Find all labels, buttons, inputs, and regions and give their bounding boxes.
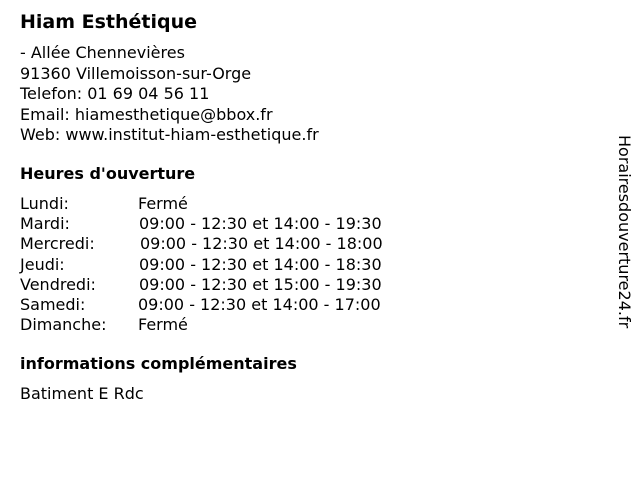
- day-hours: 09:00 - 12:30 et 14:00 - 18:00: [140, 234, 383, 254]
- phone-line: Telefon: 01 69 04 56 11: [20, 84, 210, 103]
- day-hours: 09:00 - 12:30 et 14:00 - 19:30: [139, 214, 382, 234]
- web-line: Web: www.institut-hiam-esthetique.fr: [20, 125, 319, 144]
- hours-heading: Heures d'ouverture: [20, 164, 196, 183]
- day-hours: Fermé: [138, 315, 188, 335]
- day-label: Lundi:: [20, 194, 69, 213]
- day-label: Vendredi:: [20, 274, 96, 294]
- email-line: Email: hiamesthetique@bbox.fr: [20, 104, 273, 124]
- info-heading: informations complémentaires: [20, 354, 297, 373]
- day-hours: Fermé: [138, 194, 188, 213]
- address-city: 91360 Villemoisson-sur-Orge: [20, 63, 252, 83]
- contact-block: [20, 43, 319, 146]
- address-street: - Allée Chennevières: [20, 43, 185, 62]
- day-label: Mercredi:: [20, 234, 95, 254]
- day-label: Dimanche:: [20, 315, 107, 335]
- info-text: Batiment E Rdc: [20, 384, 144, 403]
- day-label: Jeudi:: [20, 254, 65, 274]
- day-hours: 09:00 - 12:30 et 14:00 - 17:00: [138, 294, 381, 314]
- day-label: Mardi:: [20, 214, 70, 234]
- business-name: Hiam Esthétique: [20, 11, 198, 33]
- site-watermark: Horairesdouverture24.fr: [615, 135, 634, 329]
- day-hours: 09:00 - 12:30 et 14:00 - 18:30: [139, 254, 382, 274]
- day-label: Samedi:: [20, 294, 86, 314]
- day-hours: 09:00 - 12:30 et 15:00 - 19:30: [139, 274, 382, 294]
